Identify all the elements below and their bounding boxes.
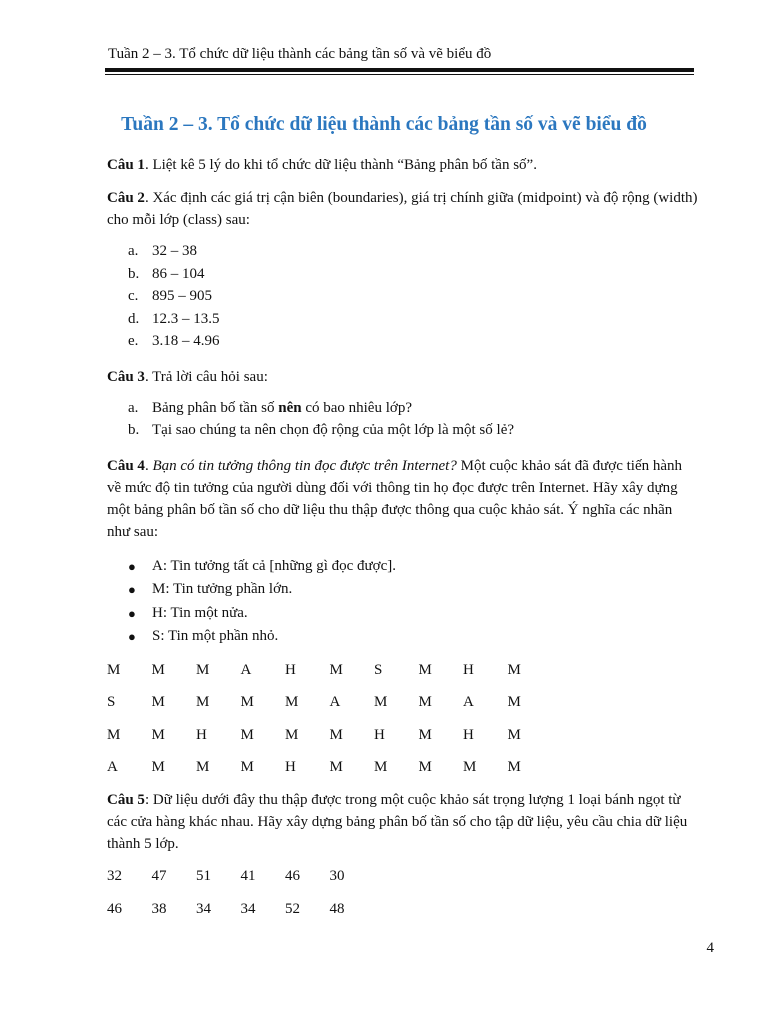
question-2-text: . Xác định các giá trị cận biên (boundaries), giá trị chính giữa (midpoint) và độ rộng (width) cho mỗi lớp (class) sau: <box>107 190 698 228</box>
data-cell: A <box>240 661 252 678</box>
question-3-label: Câu 3 <box>107 368 145 385</box>
data-cell: H <box>463 661 474 678</box>
question-1-text: . Liệt kê 5 lý do khi tổ chức dữ liệu thành “Bảng phân bố tần số”. <box>144 157 537 173</box>
data-cell: M <box>107 726 121 743</box>
list-marker: a. <box>128 243 139 259</box>
data-cell: M <box>196 694 210 710</box>
data-cell: M <box>418 759 432 775</box>
list-item <box>128 263 699 286</box>
data-cell: M <box>418 694 432 710</box>
data-cell: M <box>329 726 343 743</box>
text-run: Bảng phân bố tần số <box>152 399 279 416</box>
question-5-text: : Dữ liệu dưới đây thu thập được trong một cuộc khảo sát trọng lượng 1 loại bánh ngọt từ các cửa hàng khác nhau. Hãy xây dựng bảng phân bố tần số cho tập dữ liệu, yêu cầu chia dữ liệu thành 5 lớp. <box>107 791 688 852</box>
list-item <box>128 330 699 353</box>
running-header: Tuần 2 – 3. Tổ chức dữ liệu thành các bảng tần số và vẽ biểu đồ <box>108 46 492 62</box>
data-cell: M <box>418 726 432 743</box>
page-number: 4 <box>706 940 714 956</box>
data-cell: M <box>196 661 210 678</box>
data-cell: M <box>151 726 165 743</box>
survey-data-grid <box>107 659 699 789</box>
text-run: . <box>144 457 153 474</box>
data-cell: M <box>507 661 521 678</box>
question-1 <box>107 154 699 176</box>
question-5-label: Câu 5 <box>107 791 145 808</box>
data-cell: M <box>507 759 521 775</box>
bullet-text: A: Tin tưởng tất cả [những gì đọc được]. <box>152 557 396 574</box>
data-cell: M <box>418 661 432 678</box>
list-item <box>128 308 699 331</box>
data-cell: 46 <box>107 900 122 917</box>
header-rule-thin <box>105 74 694 75</box>
list-item <box>128 397 699 420</box>
question-4-bullets <box>128 555 699 649</box>
list-marker: b. <box>128 422 140 438</box>
question-2 <box>107 187 699 231</box>
bullet-text: M: Tin tưởng phần lớn. <box>152 581 293 597</box>
data-cell: M <box>151 661 165 678</box>
data-cell: M <box>507 694 521 710</box>
data-cell: 51 <box>196 867 211 884</box>
list-item-text <box>152 397 412 420</box>
data-cell: M <box>285 726 299 743</box>
data-cell: 46 <box>285 867 300 884</box>
list-item-text: Tại sao chúng ta nên chọn độ rộng của một lớp là một số lẻ? <box>152 422 515 438</box>
question-1-label: Câu 1 <box>107 157 145 173</box>
list-item <box>128 240 699 263</box>
list-item <box>128 285 699 308</box>
bullet-item <box>128 602 699 626</box>
data-cell: 30 <box>329 867 345 884</box>
list-item-text: 12.3 – 13.5 <box>152 310 220 327</box>
bullet-item <box>128 625 699 649</box>
bullet-icon: ● <box>128 629 136 644</box>
list-marker: b. <box>128 265 140 282</box>
data-cell: H <box>285 759 296 775</box>
list-marker: d. <box>128 310 140 327</box>
data-cell: 48 <box>329 900 345 917</box>
data-cell: M <box>240 694 254 710</box>
data-cell: 34 <box>240 900 256 917</box>
list-marker: a. <box>128 399 139 416</box>
data-cell: M <box>285 694 299 710</box>
data-cell: M <box>374 759 388 775</box>
list-item-text: 32 – 38 <box>152 243 197 259</box>
emphasis-text: nên <box>278 399 302 416</box>
question-4-text: Một cuộc khảo sát đã được tiến hành về mức độ tin tưởng của người dùng đối với thông tin họ đọc được trên Internet. Hãy xây dựng một bảng phân bố tần số cho dữ liệu thu thập được thông qua cuộc khảo sát. Ý nghĩa các nhãn như sau: <box>107 457 683 540</box>
data-cell: 32 <box>107 867 122 884</box>
bullet-icon: ● <box>128 582 136 597</box>
bullet-icon: ● <box>128 605 136 621</box>
list-item-text: 895 – 905 <box>152 288 212 304</box>
question-4 <box>107 455 699 543</box>
question-4-italic: Bạn có tin tưởng thông tin đọc được trên Internet? <box>152 457 457 474</box>
data-cell: 34 <box>196 900 211 917</box>
question-3-text: . Trả lời câu hỏi sau: <box>144 368 268 385</box>
data-cell: M <box>329 759 343 775</box>
data-cell: M <box>151 694 165 710</box>
question-2-list <box>128 240 699 353</box>
list-marker: e. <box>128 333 139 349</box>
document-body <box>107 154 699 931</box>
list-item-text: 86 – 104 <box>152 265 205 282</box>
list-item <box>128 419 699 442</box>
data-cell: S <box>374 661 383 678</box>
data-cell: M <box>240 759 254 775</box>
bullet-item <box>128 555 699 579</box>
data-cell: M <box>151 759 165 775</box>
bullet-icon: ● <box>128 558 136 574</box>
list-marker: c. <box>128 288 139 304</box>
data-cell: 47 <box>151 867 167 884</box>
data-cell: S <box>107 694 116 710</box>
data-cell: H <box>463 726 474 743</box>
header-rule-thick <box>105 68 694 72</box>
data-cell: 41 <box>240 867 256 884</box>
question-2-label: Câu 2 <box>107 190 145 206</box>
data-cell: M <box>507 726 521 743</box>
data-cell: 52 <box>285 900 300 917</box>
data-cell: H <box>374 726 385 743</box>
data-cell: H <box>196 726 207 743</box>
data-cell: H <box>285 661 296 678</box>
data-cell: A <box>107 759 118 775</box>
data-cell: A <box>329 694 341 710</box>
question-3-list <box>128 397 699 442</box>
bullet-text: S: Tin một phần nhỏ. <box>152 628 279 644</box>
question-4-label: Câu 4 <box>107 457 145 474</box>
data-cell: M <box>463 759 477 775</box>
bullet-text: H: Tin một nửa. <box>152 604 248 621</box>
bullet-item <box>128 578 699 602</box>
data-cell: M <box>107 661 121 678</box>
data-cell: M <box>329 661 343 678</box>
data-cell: A <box>463 694 474 710</box>
text-run: có bao nhiêu lớp? <box>301 399 412 416</box>
data-cell: M <box>374 694 388 710</box>
list-item-text: 3.18 – 4.96 <box>152 333 220 349</box>
document-title: Tuần 2 – 3. Tổ chức dữ liệu thành các bảng tần số và vẽ biểu đồ <box>121 114 647 135</box>
data-cell: M <box>240 726 254 743</box>
data-cell: 38 <box>151 900 167 917</box>
weight-data-grid <box>107 865 699 931</box>
data-cell: M <box>196 759 210 775</box>
question-5 <box>107 789 699 855</box>
question-3 <box>107 366 699 388</box>
